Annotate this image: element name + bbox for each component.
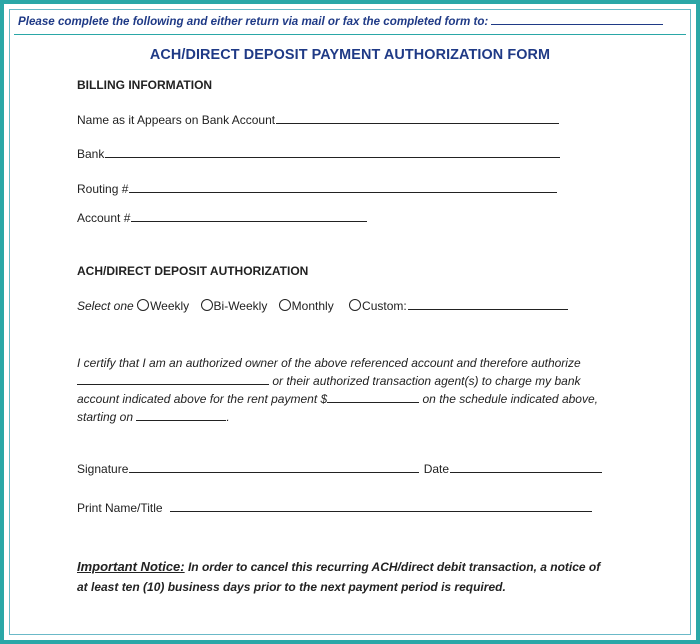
para-line-3 (77, 390, 637, 408)
certification-paragraph (77, 355, 637, 426)
billing-heading: BILLING INFORMATION (77, 78, 213, 92)
para-line-1: I certify that I am an authorized owner of the above referenced account and therefore authorize (77, 356, 581, 370)
important-notice (77, 557, 637, 597)
custom-field[interactable] (408, 297, 568, 310)
signature-row (77, 460, 602, 476)
bank-row (77, 145, 560, 161)
select-one-label: Select one (77, 299, 134, 313)
radio-weekly[interactable] (137, 299, 149, 311)
account-label: Account # (77, 211, 131, 225)
notice-text-1: In order to cancel this recurring ACH/direct debit transaction, a notice of (184, 560, 601, 574)
option-monthly[interactable] (279, 299, 334, 313)
print-name-row (77, 499, 592, 515)
date-field[interactable] (450, 460, 602, 473)
date-label: Date (423, 462, 450, 476)
option-biweekly[interactable] (201, 299, 268, 313)
notice-line-1 (77, 557, 637, 577)
option-monthly-label: Monthly (291, 299, 334, 313)
bank-label: Bank (77, 147, 105, 161)
header-instruction (18, 14, 663, 28)
authorization-heading: ACH/DIRECT DEPOSIT AUTHORIZATION (77, 264, 309, 278)
radio-monthly[interactable] (279, 299, 291, 311)
para-line-4-tail: . (226, 410, 230, 424)
name-label: Name as it Appears on Bank Account (77, 113, 276, 127)
routing-label: Routing # (77, 182, 129, 196)
radio-biweekly[interactable] (201, 299, 213, 311)
para-line-2 (77, 372, 637, 390)
authorized-party-field[interactable] (77, 372, 269, 385)
form-title: ACH/DIRECT DEPOSIT PAYMENT AUTHORIZATION FORM (149, 47, 551, 63)
notice-line-2: at least ten (10) business days prior to the next payment period is required. (77, 580, 506, 594)
header-divider (14, 34, 686, 35)
print-name-field[interactable] (170, 499, 592, 512)
rent-amount-field[interactable] (327, 390, 419, 403)
fax-to-blank[interactable] (491, 14, 663, 25)
frequency-select-row (77, 297, 568, 313)
radio-custom[interactable] (349, 299, 361, 311)
para-line-4-text: starting on (77, 410, 137, 424)
para-line-3-tail: on the schedule indicated above, (419, 392, 598, 406)
bank-field[interactable] (105, 145, 560, 158)
option-weekly[interactable] (137, 299, 189, 313)
notice-label: Important Notice: (77, 559, 185, 574)
start-date-field[interactable] (136, 408, 226, 421)
para-line-2-text: or their authorized transaction agent(s) to charge my bank (269, 374, 581, 388)
signature-label: Signature (77, 462, 129, 476)
form-inner-border (9, 9, 691, 635)
para-line-3-text: account indicated above for the rent payment $ (77, 392, 328, 406)
account-row (77, 209, 367, 225)
account-field[interactable] (131, 209, 367, 222)
para-line-4 (77, 408, 637, 426)
name-row (77, 111, 559, 127)
name-field[interactable] (276, 111, 559, 124)
print-name-label: Print Name/Title (77, 501, 163, 515)
signature-field[interactable] (129, 460, 419, 473)
option-biweekly-label: Bi-Weekly (213, 299, 268, 313)
routing-field[interactable] (129, 180, 557, 193)
option-weekly-label: Weekly (150, 299, 190, 313)
option-custom[interactable] (349, 297, 568, 313)
routing-row (77, 180, 557, 196)
header-instruction-text: Please complete the following and either return via mail or fax the completed form to: (18, 15, 489, 28)
option-custom-label: Custom: (362, 299, 407, 313)
